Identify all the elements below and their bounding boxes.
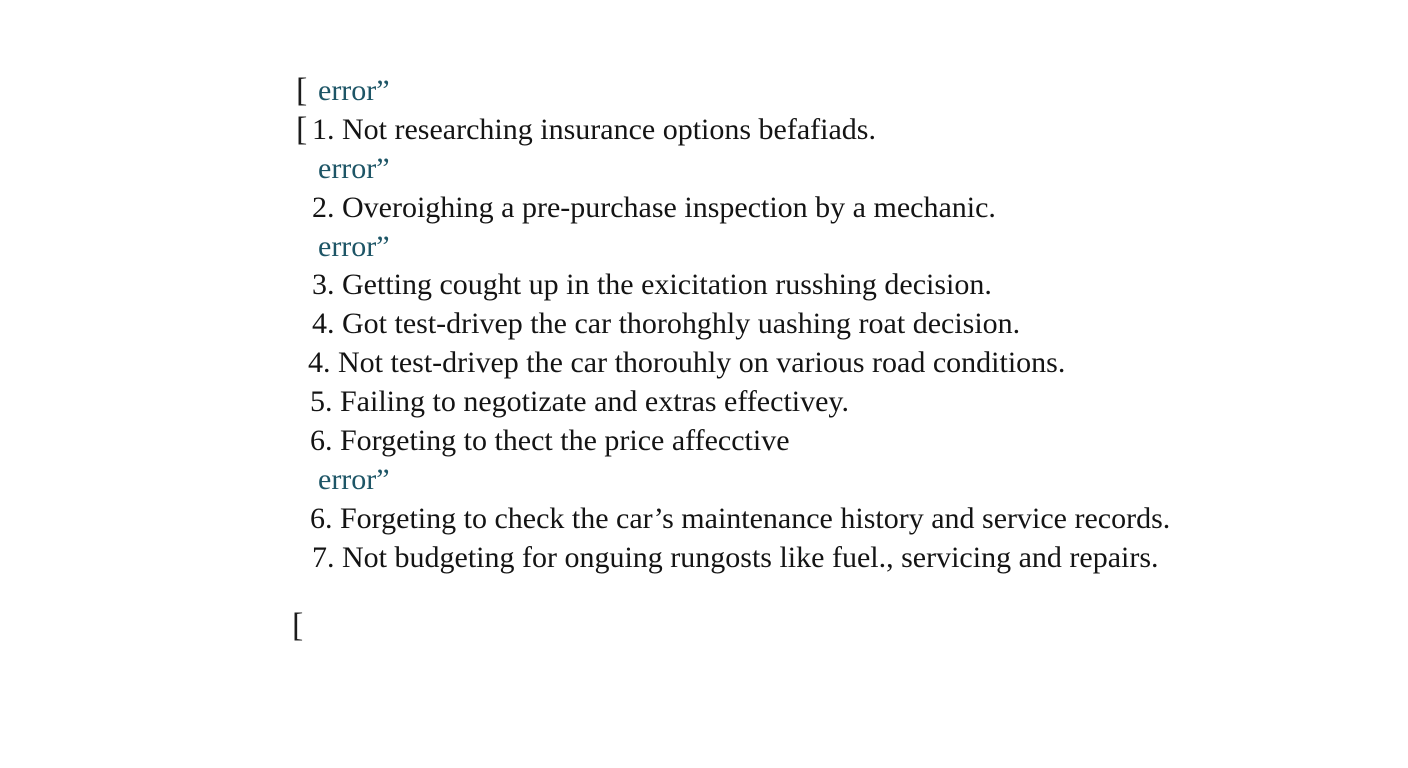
error-label: error” <box>318 230 390 263</box>
bracket-mark: [ <box>296 111 308 148</box>
list-item: 4. Got test-drivep the car thorohghly uashing roat decision. <box>312 307 1021 340</box>
list-item: 5. Failing to negotizate and extras effectivey. <box>310 385 849 418</box>
list-item: 6. Forgeting to check the car’s maintenance history and service records. <box>310 502 1171 535</box>
list-item: 6. Forgeting to thect the price affecctive <box>310 424 790 457</box>
error-label: error” <box>318 463 390 496</box>
list-item: 7. Not budgeting for onguing rungosts like fuel., servicing and repairs. <box>312 541 1159 574</box>
list-item: 2. Overoighing a pre-purchase inspection by a mechanic. <box>312 191 996 224</box>
list-item: 3. Getting cought up in the exicitation russhing decision. <box>312 268 992 301</box>
error-label: error” <box>318 74 390 107</box>
list-item: 1. Not researching insurance options befafiads. <box>312 113 876 146</box>
bracket-mark: [ <box>296 72 308 109</box>
error-label: error” <box>318 152 390 185</box>
bracket-mark: [ <box>292 607 304 644</box>
list-item: 4. Not test-drivep the car thorouhly on various road conditions. <box>308 346 1066 379</box>
